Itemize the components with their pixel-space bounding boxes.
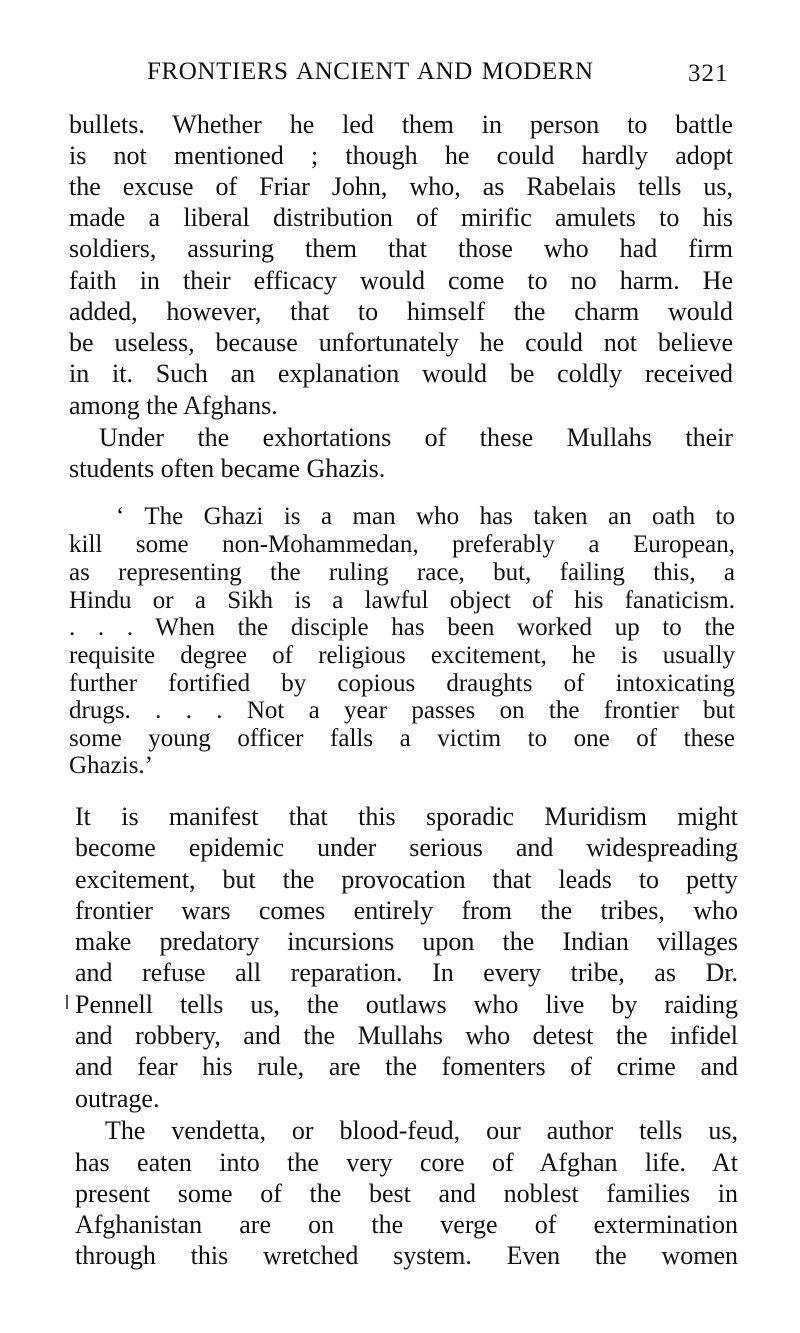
text-line: among the Afghans. bbox=[69, 391, 278, 420]
text-line: be useless, because unfortunately he could not believe bbox=[69, 328, 733, 357]
text-line: and robbery, and the Mullahs who detest the infidel bbox=[75, 1021, 738, 1050]
text-line: has eaten into the very core of Afghan life. At bbox=[75, 1148, 738, 1177]
text-line: Under the exhortations of these Mullahs their bbox=[99, 423, 733, 452]
text-line: bullets. Whether he led them in person to battle bbox=[69, 110, 733, 139]
quote-line: some young officer falls a victim to one of these bbox=[69, 725, 735, 752]
quote-line: as representing the ruling race, but, failing this, a bbox=[69, 559, 735, 586]
page-number: 321 bbox=[688, 60, 729, 87]
text-line: the excuse of Friar John, who, as Rabelais tells us, bbox=[69, 172, 733, 201]
text-line: and refuse all reparation. In every tribe, as Dr. bbox=[75, 958, 738, 987]
text-line: through this wretched system. Even the women bbox=[75, 1241, 738, 1270]
text-line: added, however, that to himself the charm would bbox=[69, 297, 733, 326]
quote-line: Hindu or a Sikh is a lawful object of his fanaticism. bbox=[69, 587, 735, 614]
running-title: FRONTIERS ANCIENT AND MODERN bbox=[147, 58, 594, 85]
text-line: make predatory incursions upon the Indian villages bbox=[75, 927, 738, 956]
running-head bbox=[0, 58, 800, 92]
text-line: The vendetta, or blood-feud, our author tells us, bbox=[105, 1116, 738, 1145]
quote-line: drugs. . . . Not a year passes on the frontier but bbox=[69, 697, 735, 724]
text-line: made a liberal distribution of mirific amulets to his bbox=[69, 203, 733, 232]
quote-line: kill some non-Mohammedan, preferably a European, bbox=[69, 531, 735, 558]
text-line: students often became Ghazis. bbox=[69, 454, 386, 483]
text-line: frontier wars comes entirely from the tribes, who bbox=[75, 896, 738, 925]
text-line: excitement, but the provocation that leads to petty bbox=[75, 865, 738, 894]
scan-margin-mark bbox=[66, 995, 68, 1009]
text-line: is not mentioned ; though he could hardly adopt bbox=[69, 141, 733, 170]
quote-line: further fortified by copious draughts of intoxicating bbox=[69, 670, 735, 697]
text-line: and fear his rule, are the fomenters of crime and bbox=[75, 1052, 738, 1081]
text-line: outrage. bbox=[75, 1084, 160, 1113]
text-line: present some of the best and noblest families in bbox=[75, 1179, 738, 1208]
text-line: in it. Such an explanation would be coldly received bbox=[69, 359, 733, 388]
quote-line: ‘ The Ghazi is a man who has taken an oath to bbox=[116, 503, 735, 530]
quote-line: requisite degree of religious excitement, he is usually bbox=[69, 642, 735, 669]
text-line: soldiers, assuring them that those who had firm bbox=[69, 234, 733, 263]
text-line: faith in their efficacy would come to no harm. He bbox=[69, 266, 733, 295]
text-line: Pennell tells us, the outlaws who live by raiding bbox=[75, 990, 738, 1019]
quote-line: Ghazis.’ bbox=[69, 752, 153, 779]
quote-line: . . . When the disciple has been worked up to the bbox=[69, 614, 735, 641]
text-line: Afghanistan are on the verge of extermination bbox=[75, 1210, 738, 1239]
text-line: become epidemic under serious and widespreading bbox=[75, 833, 738, 862]
text-line: It is manifest that this sporadic Muridism might bbox=[75, 802, 738, 831]
